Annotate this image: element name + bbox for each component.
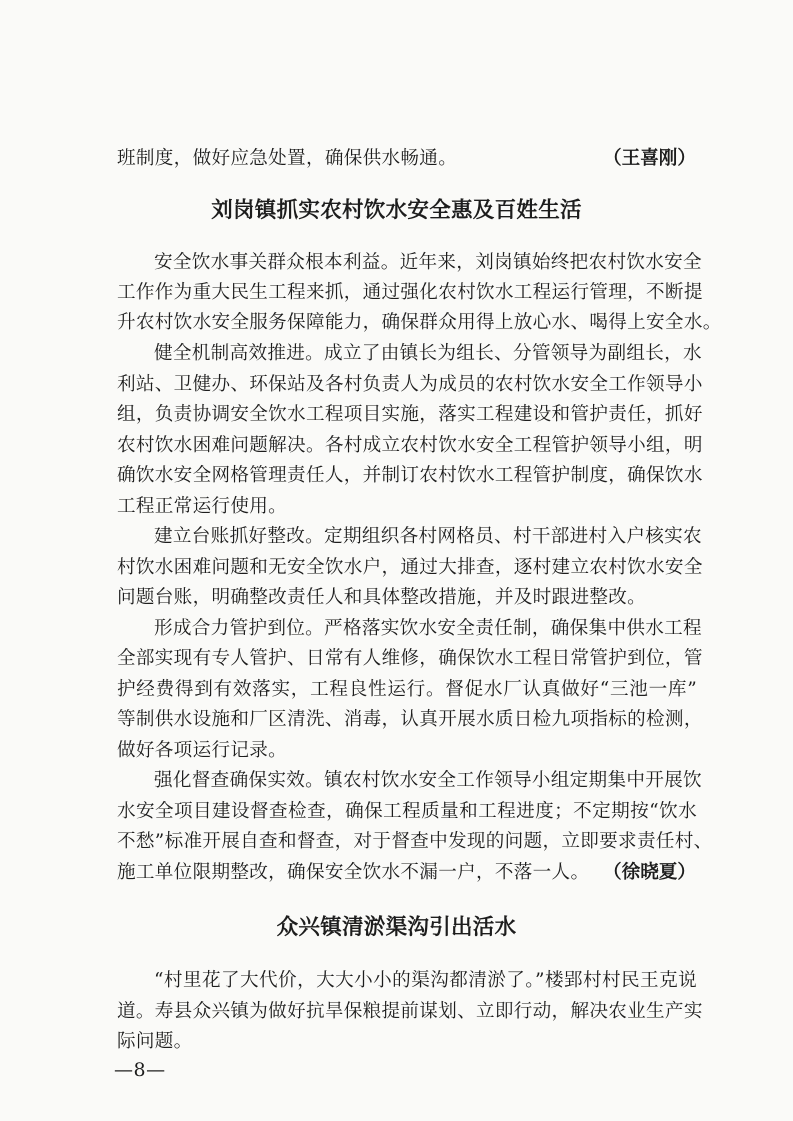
article-1-line: 村饮水困难问题和无安全饮水户，通过大排查，逐村建立农村饮水安全 bbox=[117, 557, 703, 578]
prev-article-tail: 班制度，做好应急处置，确保供水畅通。 bbox=[117, 148, 458, 169]
article-1-line: 确饮水安全网格管理责任人，并制订农村饮水工程管护制度，确保饮水 bbox=[117, 465, 703, 486]
article-1-line: 利站、卫健办、环保站及各村负责人为成员的农村饮水安全工作领导小 bbox=[117, 374, 703, 395]
prev-article-author: （王喜刚） bbox=[603, 148, 696, 169]
article-1-author: （徐晓夏） bbox=[603, 862, 696, 883]
article-1-line: 等制供水设施和厂区清洗、消毒，认真开展水质日检九项指标的检测， bbox=[117, 709, 703, 730]
article-1-line: 做好各项运行记录。 bbox=[117, 740, 288, 761]
article-1-line: 施工单位限期整改，确保安全饮水不漏一户，不落一人。 bbox=[117, 862, 590, 883]
article-1-line: 全部实现有专人管护、日常有人维修，确保饮水工程日常管护到位，管 bbox=[117, 648, 703, 669]
article-2-title: 众兴镇清淤渠沟引出活水 bbox=[276, 915, 517, 940]
article-1-line: 问题台账，明确整改责任人和具体整改措施，并及时跟进整改。 bbox=[117, 587, 647, 608]
article-1-line: 不愁”标准开展自查和督查，对于督查中发现的问题，立即要求责任村、 bbox=[117, 831, 713, 852]
article-1-line: 强化督查确保实效。镇农村饮水安全工作领导小组定期集中开展饮 bbox=[154, 770, 702, 791]
article-1-line: 升农村饮水安全服务保障能力，确保群众用得上放心水、喝得上安全水。 bbox=[117, 312, 722, 333]
article-2-line: 道。寿县众兴镇为做好抗旱保粮提前谋划、立即行动，解决农业生产实 bbox=[117, 1001, 703, 1022]
page-number: —8— bbox=[114, 1059, 166, 1081]
article-1-line: 安全饮水事关群众根本利益。近年来，刘岗镇始终把农村饮水安全 bbox=[154, 252, 702, 273]
article-2-line: “村里花了大代价，大大小小的渠沟都清淤了。”楼郢村村民王克说 bbox=[154, 970, 697, 991]
article-1-line: 水安全项目建设督查检查，确保工程质量和工程进度；不定期按“饮水 bbox=[117, 801, 697, 822]
article-1-title: 刘岗镇抓实农村饮水安全惠及百姓生活 bbox=[211, 198, 582, 223]
article-1-line: 工程正常运行使用。 bbox=[117, 496, 288, 517]
article-1-line: 建立台账抓好整改。定期组织各村网格员、村干部进村入户核实农 bbox=[154, 526, 702, 547]
article-1-line: 护经费得到有效落实，工程良性运行。督促水厂认真做好“三池一库” bbox=[117, 679, 697, 700]
article-1-line: 农村饮水困难问题解决。各村成立农村饮水安全工程管护领导小组，明 bbox=[117, 435, 703, 456]
article-1-line: 组，负责协调安全饮水工程项目实施，落实工程建设和管护责任，抓好 bbox=[117, 404, 703, 425]
article-1-line: 形成合力管护到位。严格落实饮水安全责任制，确保集中供水工程 bbox=[154, 618, 702, 639]
article-1-line: 工作作为重大民生工程来抓，通过强化农村饮水工程运行管理，不断提 bbox=[117, 282, 703, 303]
article-2-line: 际问题。 bbox=[117, 1031, 193, 1052]
article-1-line: 健全机制高效推进。成立了由镇长为组长、分管领导为副组长，水 bbox=[154, 343, 702, 364]
